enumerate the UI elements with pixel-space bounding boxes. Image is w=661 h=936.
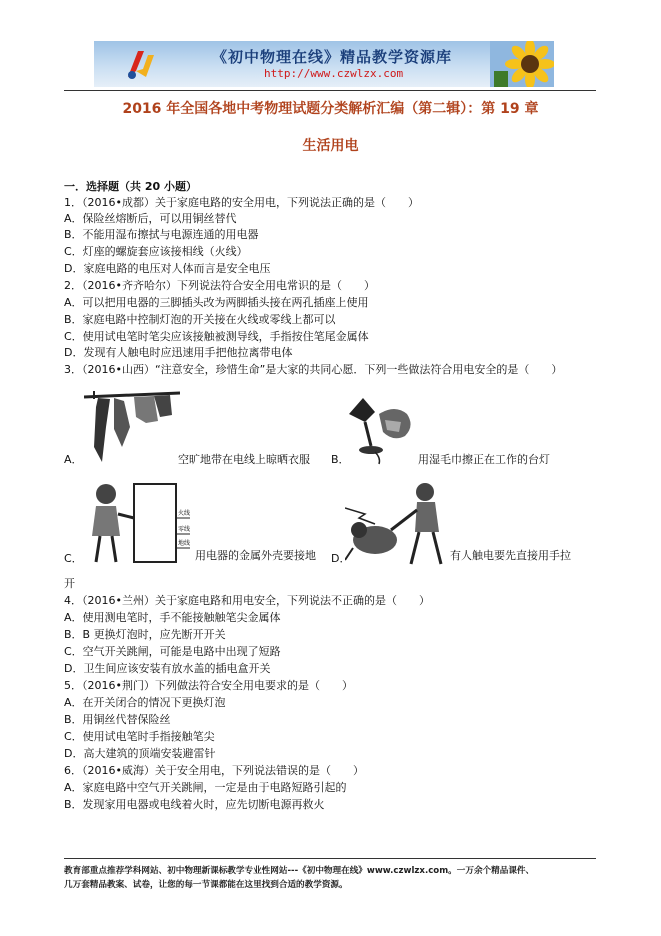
q3-option-d-text-continued: 开 [64,577,75,590]
q3-option-b-text: 用湿毛巾擦正在工作的台灯 [418,453,550,466]
q3-option-d-letter: D． [331,552,351,565]
banner-title: 《初中物理在线》精品教学资源库 [212,48,453,66]
sunflower-icon [490,41,554,87]
q2-option-d: D．发现有人触电时应迅速用手把他拉离带电体 [64,346,293,359]
q1-option-d: D．家庭电路的电压对人体而言是安全电压 [64,262,271,275]
q3-figure-d-rescue-by-hand [345,478,451,570]
q1-option-c: C．灯座的螺旋套应该接相线（火线） [64,245,248,258]
q4-option-c: C．空气开关跳闸，可能是电路中出现了短路 [64,645,281,658]
q6-option-a: A．家庭电路中空气开关跳闸，一定是由于电路短路引起的 [64,781,347,794]
site-logo-icon [124,47,158,81]
banner-url[interactable]: http://www.czwlzx.com [264,67,404,80]
q3-option-a-text: 空旷地带在电线上晾晒衣服 [178,453,310,466]
q3-option-a-letter: A． [64,453,83,466]
q3-option-d-text: 有人触电要先直接用手拉 [450,549,571,562]
q2-option-b: B．家庭电路中控制灯泡的开关接在火线或零线上都可以 [64,313,336,326]
footer-line-2: 几万套精品教案、试卷，让您的每一节课都能在这里找到合适的教学资源。 [64,880,348,890]
q1-option-b: B．不能用湿布擦拭与电源连通的用电器 [64,228,259,241]
q3-figure-c-grounding [84,478,196,570]
q5-option-c: C．使用试电笔时手指接触笔尖 [64,730,215,743]
header-banner [94,41,554,87]
q3-option-b-letter: B． [331,453,350,466]
q5-option-d: D．高大建筑的顶端安装避雷针 [64,747,216,760]
footer-line-1: 教育部重点推荐学科网站、初中物理新课标教学专业性网站---《初中物理在线》www.czwlzx.com。一万余个精品课件、 [64,866,535,876]
footer-rule [64,858,596,859]
q4-option-b: B．B 更换灯泡时，应先断开开关 [64,628,226,641]
q4-option-a: A．使用测电笔时，手不能接触触笔尖金属体 [64,611,281,624]
q3-stem: 3．（2016•山西）“注意安全，珍惜生命”是大家的共同心愿．下列一些做法符合用电安全的是（ ） [64,363,563,376]
q5-stem: 5．（2016•荆门）下列做法符合安全用电要求的是（ ） [64,679,353,692]
q2-option-c: C．使用试电笔时笔尖应该接触被测导线，手指按住笔尾金属体 [64,330,369,343]
q5-option-b: B．用铜丝代替保险丝 [64,713,171,726]
q3-c-label-live: 火线 [178,510,191,517]
q4-stem: 4．（2016•兰州）关于家庭电路和用电安全，下列说法不正确的是（ ） [64,594,430,607]
q1-stem: 1．（2016•成都）关于家庭电路的安全用电，下列说法正确的是（ ） [64,196,419,209]
q3-figure-b-wiping-lamp [345,392,417,466]
q6-stem: 6．（2016•威海）关于安全用电，下列说法错误的是（ ） [64,764,364,777]
section-heading: 一．选择题（共 20 小题） [64,180,197,193]
document-title: 2016 年全国各地中考物理试题分类解析汇编（第二辑）：第 19 章 [122,101,539,117]
document-subtitle: 生活用电 [302,138,359,154]
q3-option-c-text: 用电器的金属外壳要接地 [195,549,316,562]
q1-option-a: A．保险丝熔断后，可以用铜丝替代 [64,212,237,225]
q6-option-b: B．发现家用电器或电线着火时，应先切断电源再救火 [64,798,325,811]
q3-c-label-ground: 地线 [178,540,191,547]
q5-option-a: A．在开关闭合的情况下更换灯泡 [64,696,226,709]
q2-stem: 2．（2016•齐齐哈尔）下列说法符合安全用电常识的是（ ） [64,279,375,292]
q3-c-label-neutral: 零线 [178,526,191,533]
q4-option-d: D．卫生间应该安装有放水盖的插电盒开关 [64,662,271,675]
q3-option-c-letter: C． [64,552,83,565]
q2-option-a: A．可以把用电器的三脚插头改为两脚插头接在两孔插座上使用 [64,296,369,309]
q3-figure-a-clothes-on-wire [84,387,180,465]
header-rule [64,90,596,91]
